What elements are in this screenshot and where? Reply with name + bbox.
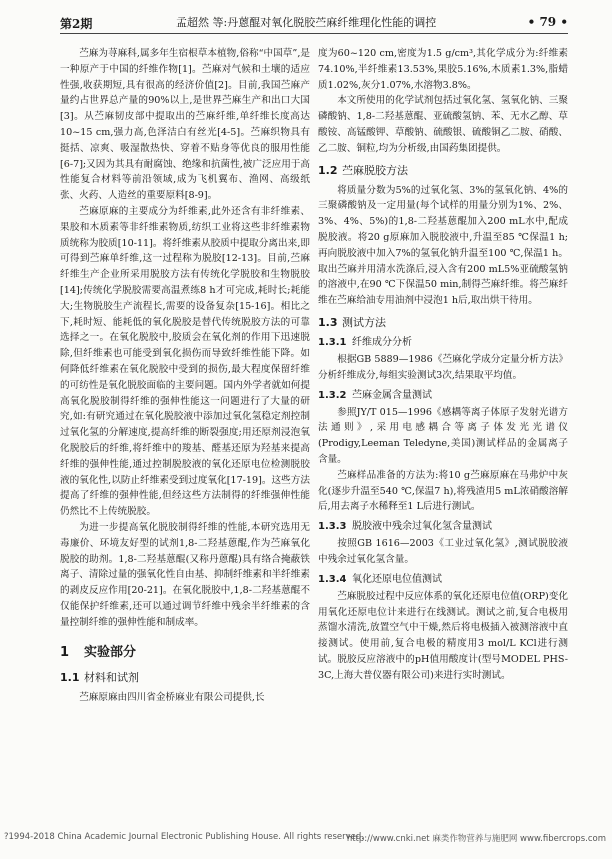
cnki-url[interactable]: http://www.cnki.net — [346, 834, 430, 844]
materials-paragraph: 苎麻原麻由四川省金桥麻业有限公司提供,长 — [79, 692, 265, 704]
page-header — [0, 0, 612, 40]
header-rule — [60, 33, 568, 34]
section-number: 1.2 — [318, 163, 338, 177]
section-number: 1.1 — [60, 671, 80, 685]
footer-links — [347, 832, 606, 844]
issue-number: 第2期 — [60, 17, 93, 31]
section-title: 苎麻金属含量测试 — [352, 389, 432, 401]
section-number: 1.3.4 — [318, 573, 347, 585]
intro-paragraph-3: 为进一步提高氧化脱胶制得纤维的性能,本研究选用无毒廉价、环境友好型的试剂1,8-二羟基蒽醌,作为苎麻氧化脱胶的助剂。1,8-二羟基蒽醌(又称丹蒽醌)具有络合掩蔽铁离子、清除过量的强氧化性自由基、抑制纤维素和半纤维素的剥皮反应作用[20-21]。在氧化脱胶中,1,8-二羟基蒽醌不仅能保护纤维素,还可以通过调节纤维中残余半纤维素的含量控制纤维的强伸性能和制成率。 — [60, 521, 310, 628]
right-column — [318, 46, 568, 816]
metal-content-paragraph-2: 苎麻样品准备的方法为:将10 g苎麻原麻在马弗炉中灰化(逐步升温至540 ℃,保温7 h),将残渣用5 mL浓硝酸溶解后,用去离子水稀释至1 L后进行测试。 — [318, 469, 568, 513]
peroxide-test-paragraph: 按照GB 1616—2003《工业过氧化氢》,测试脱胶液中残余过氧化氢含量。 — [318, 538, 568, 565]
section-title: 实验部分 — [84, 645, 137, 661]
section-title: 脱胶液中残余过氧化氢含量测试 — [352, 521, 492, 533]
section-1-3-3-heading — [318, 519, 568, 534]
orp-test-paragraph: 苎麻脱胶过程中反应体系的氧化还原电位值(ORP)变化用氧化还原电位计来进行在线测试。测试之前,复合电极用蒸馏水清洗,放置空气中干燥,然后将电极插入被测溶液中直接测试。使用前,复合电极的精度用3 mol/L KCl进行测试。脱胶反应溶液中的pH值用酸度计(型号MODEL PHS-3C,上海大普仪器有限公司)来进行实时测试。 — [318, 590, 568, 681]
section-number: 1 — [60, 645, 70, 661]
copyright-notice: ?1994-2018 China Academic Journal Electronic Publishing House. All rights reserved. — [4, 832, 364, 842]
section-1-3-heading — [318, 315, 568, 331]
reagents-paragraph: 本文所使用的化学试剂包括过氧化氢、氢氧化钠、三聚磷酸钠、1,8-二羟基蒽醌、亚硫酸氢钠、苯、无水乙醇、草酸铵、高锰酸钾、草酸钠、硫酸银、硫酸铜乙二胺、硝酸、乙二胺、铜粒,均为分析级,由国药集团提供。 — [318, 95, 568, 154]
section-title: 纤维成分分析 — [352, 336, 412, 348]
section-number: 1.3.2 — [318, 389, 347, 401]
intro-paragraph-2: 苎麻原麻的主要成分为纤维素,此外还含有非纤维素、果胶和木质素等非纤维素物质,纺织工业将这些非纤维素物质统称为胶质[10-11]。将纤维素从胶质中提取分离出来,即可得到苎麻单纤维,这一过程称为脱胶[12-13]。目前,苎麻纤维生产企业所采用脱胶方法有传统化学脱胶和生物脱胶[14];传统化学脱胶需要高温煮练8 h才可完成,耗时长;耗能大;生物脱胶生产流程长,需要的设备复杂[15-16]。相比之下,耗时短、能耗低的氧化脱胶是替代传统脱胶方法的可靠选择之一。在氧化脱胶中,胶质会在氧化剂的作用下迅速脱除,但纤维素也可能受到氧化损伤而导致纤维性能下降。如何降低纤维素在氧化脱胶中受到的损伤,最大程度保留纤维的可纺性是氧化脱胶面临的主要问题。国内外学者就如何提高氧化脱胶制得纤维的强伸性能这一问题进行了大量的研究,如:有研究通过在氧化脱胶液中添加过氧化氢稳定剂控制过氧化氢的分解速度,提高纤维的断裂强度;用还原剂浸泡氧化脱胶后的纤维,将纤维中的羧基、醛基还原为羟基来提高纤维的强伸性能,通过控制脱胶液的氧化还原电位检测脱胶液的氧化性,以防止纤维素受到过度氧化[17-19]。这些方法提高了纤维的强伸性能,但经这些方法制得的纤维强伸性能仍然比不上传统脱胶。 — [60, 205, 310, 518]
section-title: 氧化还原电位值测试 — [352, 573, 442, 585]
section-1-3-4-heading — [318, 572, 568, 587]
section-title: 测试方法 — [342, 315, 386, 329]
section-number: 1.3.1 — [318, 336, 347, 348]
page-number: • 79 • — [527, 15, 568, 29]
section-1-heading — [60, 644, 310, 662]
fiber-composition-paragraph: 根据GB 5889—1986《苎麻化学成分定量分析方法》分析纤维成分,每组实验测试3次,结果取平均值。 — [318, 353, 568, 381]
section-1-2-heading — [318, 163, 568, 179]
section-title: 材料和试剂 — [84, 671, 139, 685]
materials-paragraph-continued: 度为60~120 cm,密度为1.5 g/cm³,其化学成分为:纤维素74.10%,半纤维素13.53%,果胶5.16%,木质素1.3%,脂蜡质1.02%,灰分1.07%,水溶物3.8%。 — [318, 48, 568, 91]
section-1-3-2-heading — [318, 388, 568, 403]
watermark-text: 麻类作物营养与施肥网 www.fibercrops.com — [432, 834, 606, 844]
section-1-1-heading — [60, 670, 310, 686]
page-footer — [0, 828, 612, 848]
section-title: 苎麻脱胶方法 — [342, 163, 408, 177]
section-number: 1.3 — [318, 315, 338, 329]
section-number: 1.3.3 — [318, 521, 347, 533]
degumming-method-paragraph: 将质量分数为5%的过氧化氢、3%的氢氧化钠、4%的三聚磷酸钠及一定用量(每个试样的用量分别为1%、2%、3%、4%、5%)的1,8-二羟基蒽醌加入200 mL水中,配成脱胶液。将20 g原麻加入脱胶液中,升温至85 ℃保温1 h;再向脱胶液中加入7%的氢氧化钠升温至100 ℃,保温1 h。取出苎麻并用清水洗涤后,浸入含有200 mL5%亚硫酸氢钠的溶液中,在90 ℃下保温50 min,制得苎麻纤维。将苎麻纤维在苎麻给油专用油剂中浸泡1 h后,取出烘干待用。 — [318, 184, 568, 307]
left-column — [60, 46, 310, 816]
running-title: 孟超然 等:丹蒽醌对氧化脱胶苎麻纤维理化性能的调控 — [176, 16, 437, 29]
intro-paragraph-1: 苎麻为荨麻科,属多年生宿根草本植物,俗称“中国草”,是一种原产于中国的纤维作物[1]。苎麻对气候和土壤的适应性强,收获期短,具有很高的经济价值[2]。目前,我国苎麻产量约占世界总产量的90%以上,是世界苎麻生产和出口大国[3]。从苎麻韧皮部中提取出的苎麻纤维,单纤维长度高达10~15 cm,强力高,色泽洁白有丝光[4-5]。苎麻织物具有挺括、凉爽、吸湿散热快、穿着不贴身等优良的服用性能[6-7];又因为其具有耐腐蚀、绝缘和抗菌性,被广泛应用于高性能复合材料等前沿领域,成为飞机翼布、渔网、高级纸张、火药、人造丝的重要原料[8-9]。 — [60, 48, 310, 202]
metal-content-paragraph-1: 参照JY/T 015—1996《感耦等离子体原子发射光谱方法通则》,采用电感耦合等离子体发光光谱仪(Prodigy,Leeman Teledyne,美国)测试样品的金属离子含量。 — [318, 406, 568, 465]
section-1-3-1-heading — [318, 335, 568, 350]
